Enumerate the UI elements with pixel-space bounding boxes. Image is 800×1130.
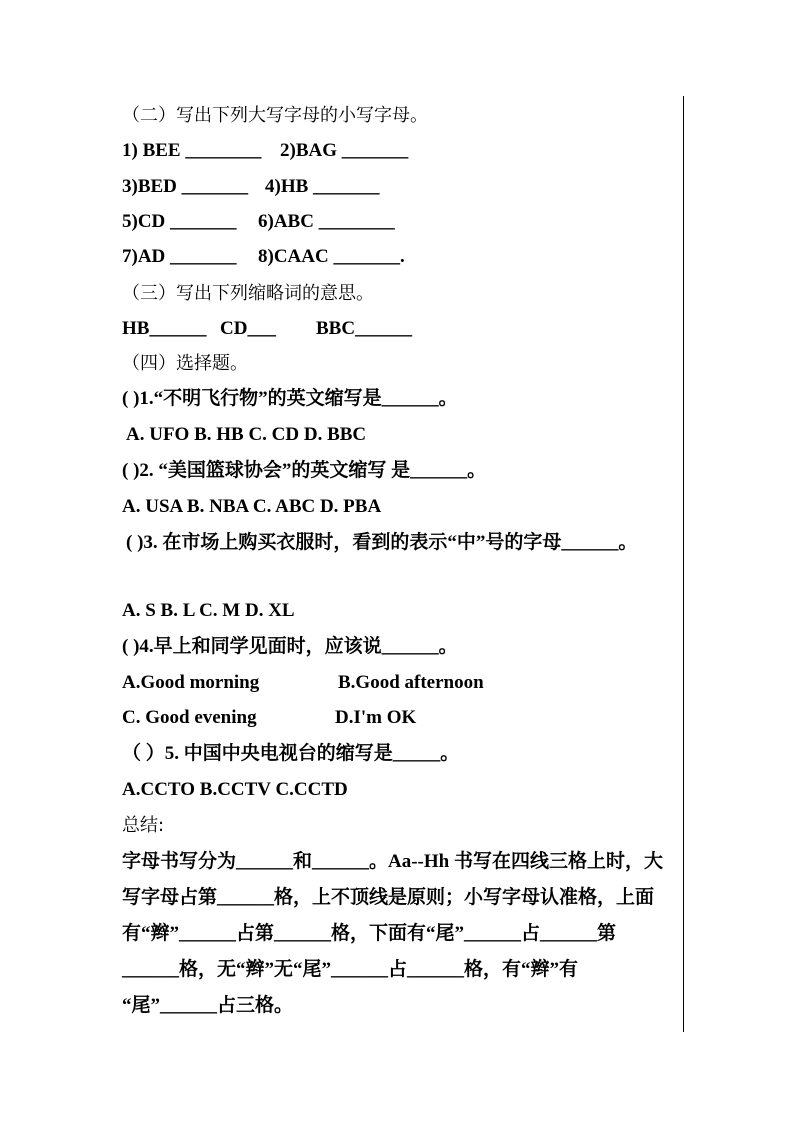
exercise-row-2a: 3)BED _______ [122, 176, 249, 197]
abbr-item-cd: CD___ [220, 318, 276, 339]
question-4-option-c: C. Good evening [122, 707, 257, 728]
abbr-item-bbc: BBC______ [316, 318, 413, 339]
question-2-stem: ( )2. “美国篮球协会”的英文缩写 是______。 [122, 460, 487, 481]
section-2-title: （二）写出下列大写字母的小写字母。 [122, 105, 428, 126]
question-1-options: A. UFO B. HB C. CD D. BBC [126, 424, 367, 445]
summary-title: 总结: [122, 815, 165, 836]
summary-line-3: 有“辫”______占第______格，下面有“尾”______占______第 [122, 923, 617, 944]
exercise-row-4b: 8)CAAC _______. [258, 246, 405, 267]
question-2-options: A. USA B. NBA C. ABC D. PBA [122, 496, 382, 517]
exercise-row-3a: 5)CD _______ [122, 211, 237, 232]
exercise-row-2b: 4)HB _______ [265, 176, 380, 197]
question-5-options: A.CCTO B.CCTV C.CCTD [122, 779, 348, 800]
abbr-item-hb: HB______ [122, 318, 207, 339]
section-4-title: （四）选择题。 [122, 353, 248, 374]
margin-rule-line [683, 96, 684, 1032]
question-3-stem: ( )3. 在市场上购买衣服时，看到的表示“中”号的字母______。 [126, 532, 638, 553]
exercise-row-1a: 1) BEE ________ [122, 140, 262, 161]
question-4-option-a: A.Good morning [122, 672, 260, 693]
exercise-row-4a: 7)AD _______ [122, 246, 237, 267]
question-1-stem: ( )1.“不明飞行物”的英文缩写是______。 [122, 388, 458, 409]
summary-line-2: 写字母占第______格，上不顶线是原则；小写字母认准格，上面 [122, 887, 655, 908]
summary-line-4: ______格，无“辫”无“尾”______占______格，有“辫”有 [122, 959, 579, 980]
exercise-row-1b: 2)BAG _______ [280, 140, 409, 161]
question-5-stem: （ ）5. 中国中央电视台的缩写是_____。 [122, 743, 460, 764]
question-4-option-b: B.Good afternoon [338, 672, 484, 693]
summary-line-5: “尾”______占三格。 [122, 995, 294, 1016]
question-4-option-d: D.I'm OK [335, 707, 417, 728]
question-4-stem: ( )4.早上和同学见面时，应该说______。 [122, 636, 458, 657]
question-3-options: A. S B. L C. M D. XL [122, 600, 295, 621]
exercise-row-3b: 6)ABC ________ [258, 211, 395, 232]
summary-line-1: 字母书写分为______和______。Aa--Hh 书写在四线三格上时，大 [122, 851, 663, 872]
section-3-title: （三）写出下列缩略词的意思。 [122, 283, 374, 304]
